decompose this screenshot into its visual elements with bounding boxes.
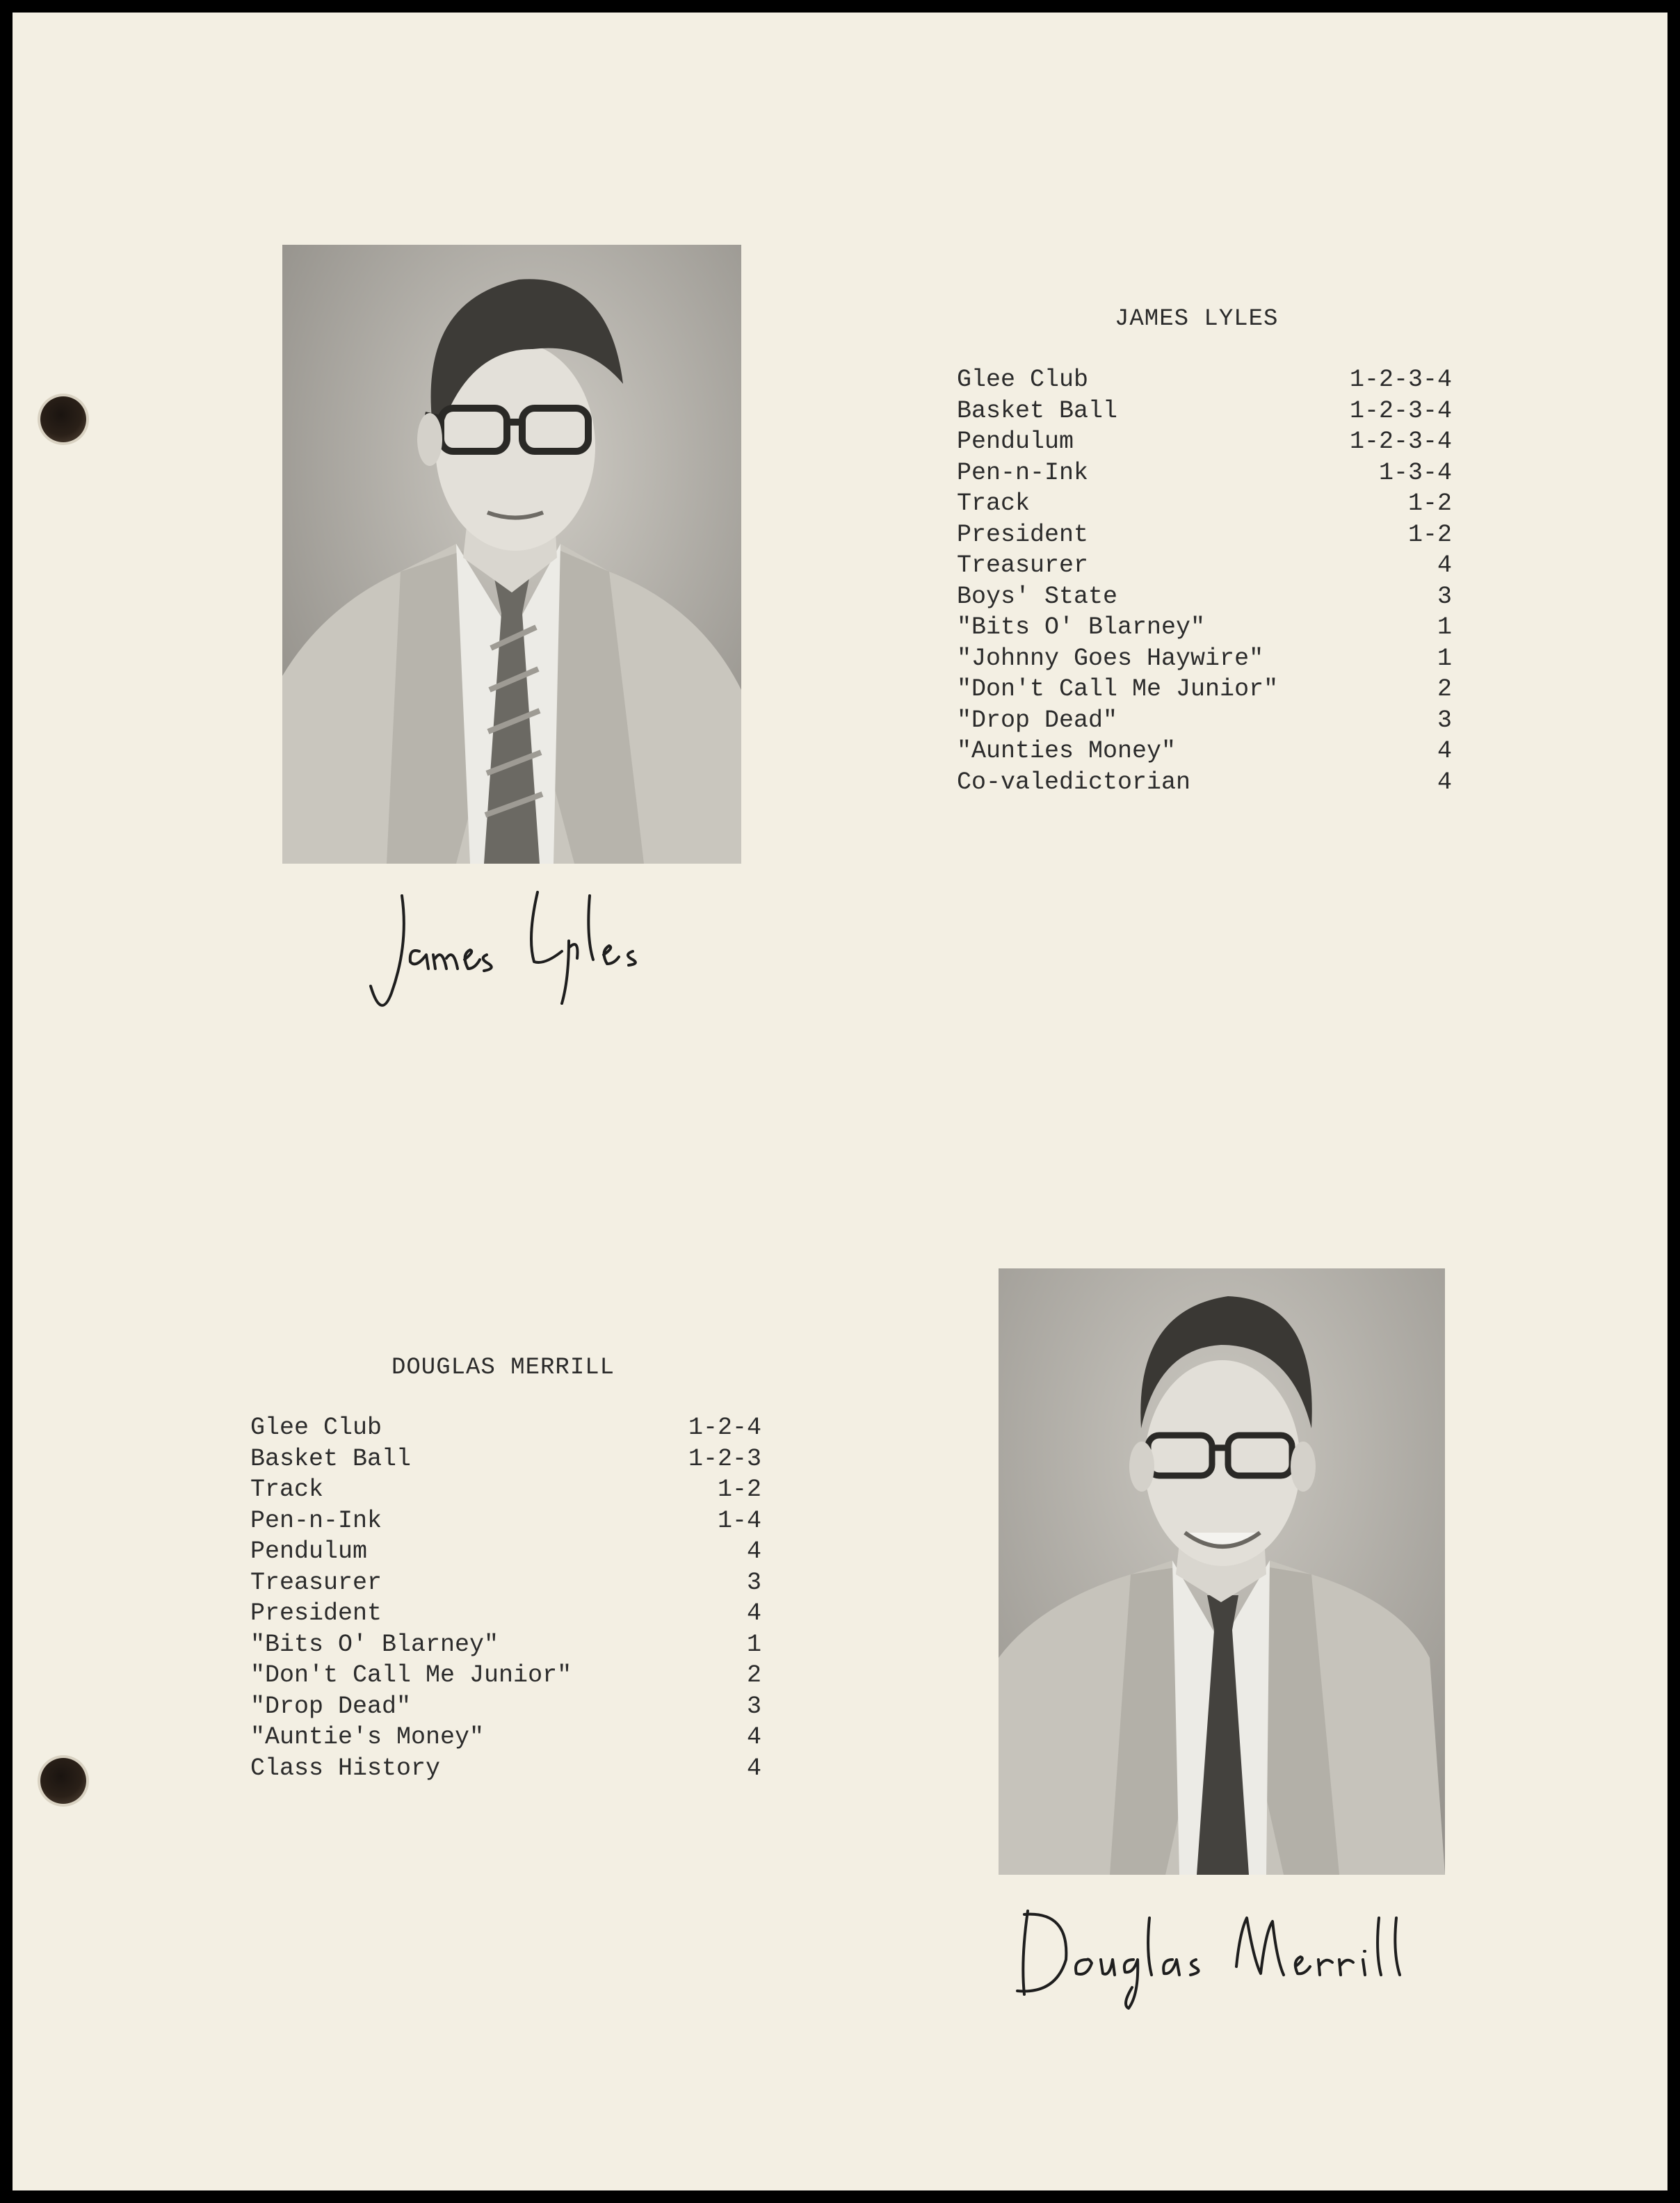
- activity-row: Pendulum 1-2-3-4: [957, 428, 1452, 455]
- activity-row: President 4: [250, 1599, 761, 1627]
- activity-row: Boys' State 3: [957, 582, 1452, 611]
- signature-james-lyles: [360, 882, 708, 1021]
- activity-list-james-lyles: [957, 366, 1452, 799]
- activity-row: "Don't Call Me Junior" 2: [957, 675, 1452, 703]
- activity-row: Treasurer 4: [957, 551, 1452, 579]
- activity-row: Pen-n-Ink 1-4: [250, 1506, 761, 1535]
- activity-row: "Bits O' Blarney" 1: [957, 613, 1452, 641]
- activity-row: Co-valedictorian 4: [957, 768, 1452, 796]
- activity-row: President 1-2: [957, 520, 1452, 549]
- activity-row: Track 1-2: [250, 1476, 761, 1503]
- yearbook-page: [13, 13, 1667, 2190]
- activity-row: Treasurer 3: [250, 1568, 761, 1597]
- portrait-photo-douglas-merrill: [999, 1268, 1445, 1875]
- activity-row: "Drop Dead" 3: [250, 1692, 761, 1720]
- student-name-douglas-merrill: DOUGLAS MERRILL: [391, 1355, 615, 1381]
- activity-row: Pendulum 4: [250, 1538, 761, 1565]
- activity-row: Class History 4: [250, 1754, 761, 1782]
- activity-row: Pen-n-Ink 1-3-4: [957, 458, 1452, 487]
- binder-hole-top: [40, 396, 86, 442]
- activity-row: Basket Ball 1-2-3-4: [957, 396, 1452, 425]
- activity-row: "Don't Call Me Junior" 2: [250, 1661, 761, 1689]
- activity-row: "Johnny Goes Haywire" 1: [957, 644, 1452, 672]
- signature-douglas-merrill: [1007, 1890, 1466, 2015]
- activity-row: Basket Ball 1-2-3: [250, 1444, 761, 1473]
- student-name-james-lyles: JAMES LYLES: [1115, 306, 1279, 332]
- activity-row: "Aunties Money" 4: [957, 737, 1452, 765]
- activity-row: Track 1-2: [957, 490, 1452, 517]
- activity-row: "Auntie's Money" 4: [250, 1723, 761, 1751]
- activity-row: Glee Club 1-2-4: [250, 1414, 761, 1442]
- portrait-photo-james-lyles: [282, 245, 741, 864]
- activity-row: Glee Club 1-2-3-4: [957, 366, 1452, 394]
- activity-row: "Bits O' Blarney" 1: [250, 1630, 761, 1659]
- binder-hole-bottom: [40, 1758, 86, 1804]
- activity-list-douglas-merrill: [250, 1414, 761, 1785]
- activity-row: "Drop Dead" 3: [957, 706, 1452, 734]
